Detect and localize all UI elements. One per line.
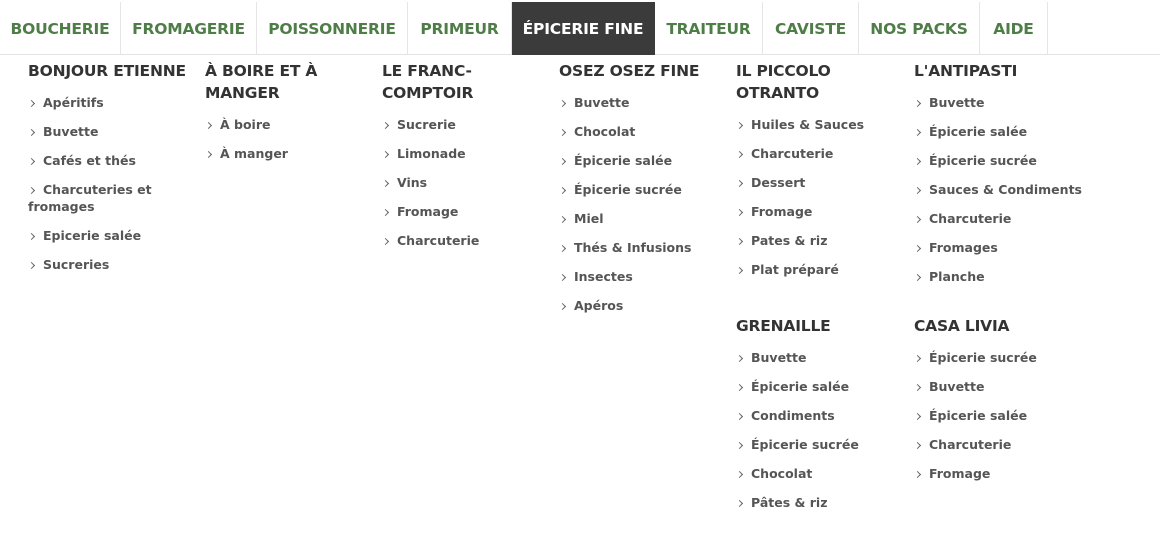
menu-item[interactable] [914,268,1086,285]
menu-item[interactable] [28,152,200,169]
menu-item[interactable] [914,465,1086,482]
menu-item-label: Épicerie sucrée [929,350,1037,365]
nav-item-primeur[interactable]: PRIMEUR [408,2,512,55]
chevron-right-icon [382,150,389,157]
menu-column [382,60,554,261]
menu-item[interactable] [914,94,1086,111]
nav-item-boucherie[interactable]: BOUCHERIE [0,2,121,55]
nav-item-epicerie-fine[interactable]: ÉPICERIE FINE [512,2,655,55]
chevron-right-icon [382,208,389,215]
menu-column [914,315,1086,494]
menu-item-list [559,94,731,314]
menu-column [736,315,908,523]
chevron-right-icon [914,157,921,164]
menu-item-list [914,94,1086,285]
menu-item-list [205,116,377,162]
menu-item[interactable] [382,174,554,191]
menu-item-label: Épicerie sucrée [751,437,859,452]
chevron-right-icon [914,186,921,193]
menu-item[interactable] [914,210,1086,227]
menu-column-title[interactable]: LE FRANC-COMPTOIR [382,62,474,102]
nav-item-fromagerie[interactable]: FROMAGERIE [121,2,257,55]
menu-item[interactable] [736,145,908,162]
menu-item[interactable] [914,152,1086,169]
menu-column-title[interactable]: À BOIRE ET À MANGER [205,62,318,102]
chevron-right-icon [559,157,566,164]
menu-column [736,60,908,290]
menu-item[interactable] [28,123,200,140]
chevron-right-icon [914,128,921,135]
menu-item[interactable] [28,227,200,244]
nav-item-nos-packs[interactable]: NOS PACKS [859,2,980,55]
chevron-right-icon [28,157,35,164]
chevron-right-icon [28,186,35,193]
menu-item-label: Charcuterie [929,211,1012,226]
menu-item[interactable] [559,297,731,314]
menu-item[interactable] [559,181,731,198]
menu-item-label: Fromages [929,240,998,255]
chevron-right-icon [736,121,743,128]
menu-item-list [28,94,200,273]
menu-item[interactable] [736,116,908,133]
menu-item-label: Épicerie salée [929,124,1028,139]
menu-item-label: Épicerie salée [751,379,850,394]
chevron-right-icon [559,302,566,309]
chevron-right-icon [736,208,743,215]
menu-item[interactable] [559,268,731,285]
chevron-right-icon [559,186,566,193]
menu-item[interactable] [914,436,1086,453]
menu-column [28,60,200,285]
menu-item-label: Épicerie sucrée [929,153,1037,168]
menu-item[interactable] [736,465,908,482]
chevron-right-icon [28,99,35,106]
menu-item[interactable] [736,232,908,249]
chevron-right-icon [736,237,743,244]
chevron-right-icon [736,412,743,419]
chevron-right-icon [736,354,743,361]
chevron-right-icon [914,215,921,222]
menu-item-label: Charcuterie [397,233,480,248]
menu-item-label: Charcuterie [751,146,834,161]
menu-item-list [914,349,1086,482]
menu-item-list [382,116,554,249]
menu-item[interactable] [559,210,731,227]
nav-item-caviste[interactable]: CAVISTE [763,2,859,55]
menu-column-title[interactable]: IL PICCOLO OTRANTO [736,62,831,102]
menu-column-title[interactable]: GRENAILLE [736,317,831,335]
menu-item[interactable] [205,116,377,133]
menu-item[interactable] [382,203,554,220]
menu-item-label: Huiles & Sauces [751,117,865,132]
chevron-right-icon [559,244,566,251]
menu-column [559,60,731,326]
chevron-right-icon [205,121,212,128]
menu-item[interactable] [914,349,1086,366]
menu-item-label: Fromage [397,204,459,219]
chevron-right-icon [914,412,921,419]
menu-item-label: Buvette [43,124,99,139]
chevron-right-icon [914,441,921,448]
nav-item-traiteur[interactable]: TRAITEUR [655,2,763,55]
menu-item[interactable] [559,239,731,256]
menu-column-title[interactable]: BONJOUR ETIENNE [28,62,186,80]
menu-item[interactable] [559,94,731,111]
menu-item[interactable] [736,349,908,366]
menu-item[interactable] [736,261,908,278]
menu-item-label: Pâtes & riz [751,495,828,510]
menu-item-label: Épicerie salée [929,408,1028,423]
chevron-right-icon [736,150,743,157]
menu-item-label: Charcuterie [929,437,1012,452]
chevron-right-icon [28,128,35,135]
menu-item[interactable] [382,116,554,133]
menu-item-label: Charcuteries et fromages [28,182,152,214]
menu-item-label: Miel [574,211,604,226]
menu-item-label: Insectes [574,269,633,284]
chevron-right-icon [736,383,743,390]
menu-item-list [736,116,908,278]
menu-column [205,60,377,174]
menu-item[interactable] [914,123,1086,140]
menu-item-label: Buvette [574,95,630,110]
menu-item[interactable] [736,378,908,395]
menu-item-label: Épicerie sucrée [574,182,682,197]
chevron-right-icon [914,273,921,280]
menu-item[interactable] [382,232,554,249]
menu-item-label: Vins [397,175,428,190]
menu-item[interactable] [28,94,200,111]
menu-item-label: Épicerie salée [574,153,673,168]
menu-item-label: Limonade [397,146,466,161]
menu-item-label: Chocolat [751,466,813,481]
chevron-right-icon [914,244,921,251]
menu-column-title[interactable]: OSEZ OSEZ FINE [559,62,700,80]
menu-item-label: Pates & riz [751,233,828,248]
chevron-right-icon [914,470,921,477]
chevron-right-icon [914,99,921,106]
nav-item-poissonnerie[interactable]: POISSONNERIE [257,2,408,55]
chevron-right-icon [736,499,743,506]
menu-item-label: Cafés et thés [43,153,136,168]
menu-item-label: Sauces & Condiments [929,182,1082,197]
menu-item[interactable] [914,181,1086,198]
chevron-right-icon [736,470,743,477]
menu-item[interactable] [914,407,1086,424]
menu-item[interactable] [559,123,731,140]
menu-item-label: Plat préparé [751,262,839,277]
menu-item-label: Epicerie salée [43,228,142,243]
menu-item-label: Sucreries [43,257,110,272]
menu-item-list [736,349,908,511]
chevron-right-icon [382,237,389,244]
chevron-right-icon [559,273,566,280]
menu-item[interactable] [736,174,908,191]
menu-item-label: Dessert [751,175,806,190]
chevron-right-icon [28,232,35,239]
menu-item[interactable] [382,145,554,162]
menu-item[interactable] [559,152,731,169]
menu-item[interactable] [914,378,1086,395]
menu-item-label: Buvette [751,350,807,365]
menu-item-label: Buvette [929,95,985,110]
menu-item[interactable] [914,239,1086,256]
menu-item-label: Sucrerie [397,117,456,132]
chevron-right-icon [914,354,921,361]
chevron-right-icon [28,261,35,268]
menu-item-label: Condiments [751,408,835,423]
menu-item[interactable] [736,407,908,424]
menu-item-label: Fromage [929,466,991,481]
nav-item-aide[interactable]: AIDE [980,2,1048,55]
chevron-right-icon [736,179,743,186]
chevron-right-icon [382,179,389,186]
menu-item-label: Apéros [574,298,624,313]
menu-item-label: Thés & Infusions [574,240,692,255]
menu-column [914,60,1086,297]
menu-item[interactable] [28,256,200,273]
main-navigation [0,2,1160,55]
menu-column-title[interactable]: L'ANTIPASTI [914,62,1018,80]
menu-item[interactable] [736,436,908,453]
menu-item-label: Chocolat [574,124,636,139]
menu-item-label: Buvette [929,379,985,394]
menu-item-label: Fromage [751,204,813,219]
menu-item-label: À boire [220,117,271,132]
menu-item-label: Apéritifs [43,95,104,110]
chevron-right-icon [914,383,921,390]
chevron-right-icon [736,266,743,273]
chevron-right-icon [559,215,566,222]
menu-item[interactable] [736,494,908,511]
menu-item[interactable] [205,145,377,162]
chevron-right-icon [382,121,389,128]
menu-item-label: À manger [220,146,288,161]
menu-item-label: Planche [929,269,985,284]
chevron-right-icon [559,99,566,106]
chevron-right-icon [559,128,566,135]
chevron-right-icon [205,150,212,157]
menu-item[interactable] [736,203,908,220]
chevron-right-icon [736,441,743,448]
menu-column-title[interactable]: CASA LIVIA [914,317,1010,335]
menu-item[interactable] [28,181,200,215]
